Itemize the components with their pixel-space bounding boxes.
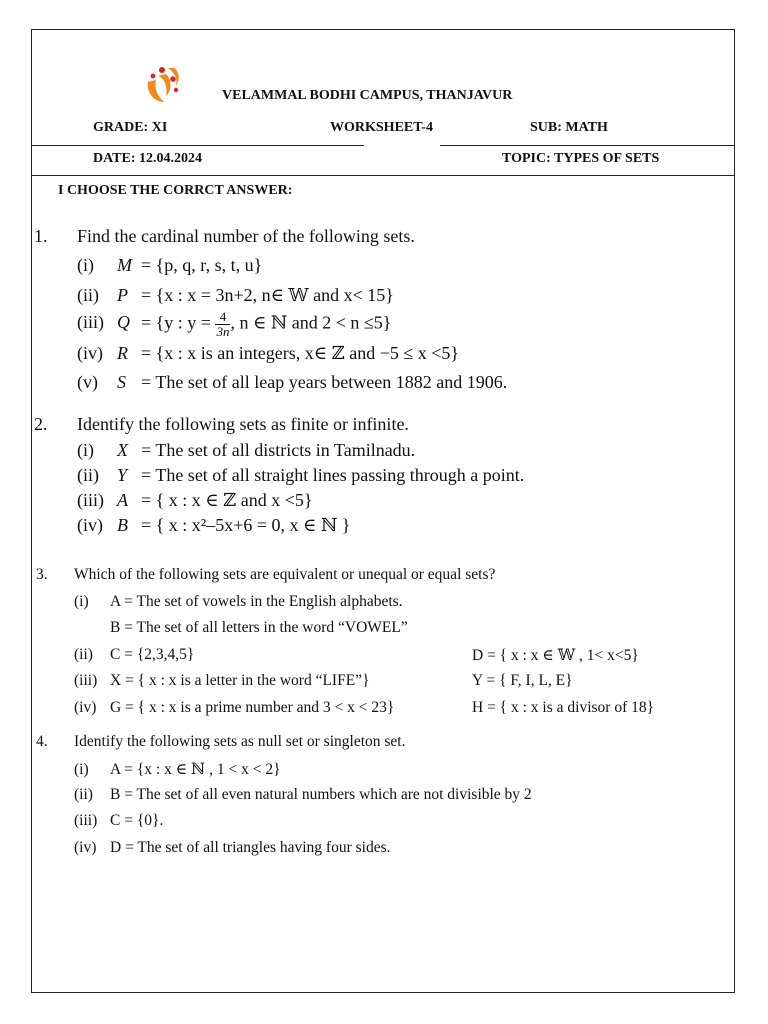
question-3-item: (ii) C = {2,3,4,5} — [74, 646, 195, 663]
header-divider-left — [31, 145, 364, 146]
question-4-item: (ii) B = The set of all even natural numbers which are not divisible by 2 — [74, 786, 532, 803]
question-2-item: (ii) Y = The set of all straight lines passing through a point. — [77, 465, 525, 485]
question-3-item-right: H = { x : x is a divisor of 18} — [472, 699, 655, 716]
grade-label: GRADE: XI — [93, 120, 168, 135]
question-3-item-right: Y = { F, I, L, E} — [472, 672, 573, 689]
question-4-item: (i) A = {x : x ∈ ℕ , 1 < x < 2} — [74, 761, 281, 778]
question-4-text: Identify the following sets as null set or singleton set. — [74, 733, 406, 750]
question-1-number: 1. — [34, 226, 48, 246]
question-2-number: 2. — [34, 414, 48, 434]
question-1-item: (ii) P = {x : x = 3n+2, n∈ 𝕎 and x< 15} — [77, 285, 394, 305]
question-1-item: (v) S = The set of all leap years between 1882 and 1906. — [77, 372, 508, 392]
question-2-text: Identify the following sets as finite or infinite. — [77, 414, 409, 434]
question-3-item: (i) A = The set of vowels in the English alphabets. — [74, 593, 403, 610]
question-2-item: (iii) A = { x : x ∈ ℤ and x <5} — [77, 490, 313, 510]
question-1-item: (iii) Q = {y : y = $\frac{4}{3n}$ , n ∈ ℕ and 2 < n ≤5} — [77, 309, 392, 339]
school-logo-icon — [140, 62, 184, 106]
fraction-4-over-3n: $\frac{4}{3n}$ — [216, 309, 230, 339]
question-3-item: (iv) G = { x : x is a prime number and 3 < x < 23} — [74, 699, 395, 716]
question-4-item: (iii) C = {0}. — [74, 812, 164, 829]
question-3-text: Which of the following sets are equivalent or unequal or equal sets? — [74, 566, 496, 583]
header-bottom-divider — [31, 175, 735, 176]
header-divider-right — [440, 145, 735, 146]
question-1-text: Find the cardinal number of the following sets. — [77, 226, 415, 246]
question-3-number: 3. — [36, 566, 48, 583]
question-1-item: (iv) R = {x : x is an integers, x∈ ℤ and −5 ≤ x <5} — [77, 343, 460, 363]
question-2-item: (i) X = The set of all districts in Tamilnadu. — [77, 440, 416, 460]
date-label: DATE: 12.04.2024 — [93, 151, 203, 166]
margin-mark — [31, 200, 32, 222]
question-4-item: (iv) D = The set of all triangles having four sides. — [74, 839, 391, 856]
margin-mark — [31, 866, 32, 993]
worksheet-label: WORKSHEET-4 — [330, 120, 433, 135]
school-name: VELAMMAL BODHI CAMPUS, THANJAVUR — [222, 88, 513, 103]
topic-label: TOPIC: TYPES OF SETS — [502, 151, 660, 166]
question-3-item: B = The set of all letters in the word “VOWEL” — [110, 619, 408, 636]
subject-label: SUB: MATH — [530, 120, 608, 135]
margin-mark — [31, 545, 32, 557]
question-3-item: (iii) X = { x : x is a letter in the word “LIFE”} — [74, 672, 370, 689]
question-1-item: (i) M = {p, q, r, s, t, u} — [77, 255, 263, 275]
question-3-item-right: D = { x : x ∈ 𝕎 , 1< x<5} — [472, 647, 639, 664]
section-title: I CHOOSE THE CORRCT ANSWER: — [58, 183, 293, 198]
question-4-number: 4. — [36, 733, 48, 750]
question-2-item: (iv) B = { x : x²–5x+6 = 0, x ∈ ℕ } — [77, 515, 351, 535]
